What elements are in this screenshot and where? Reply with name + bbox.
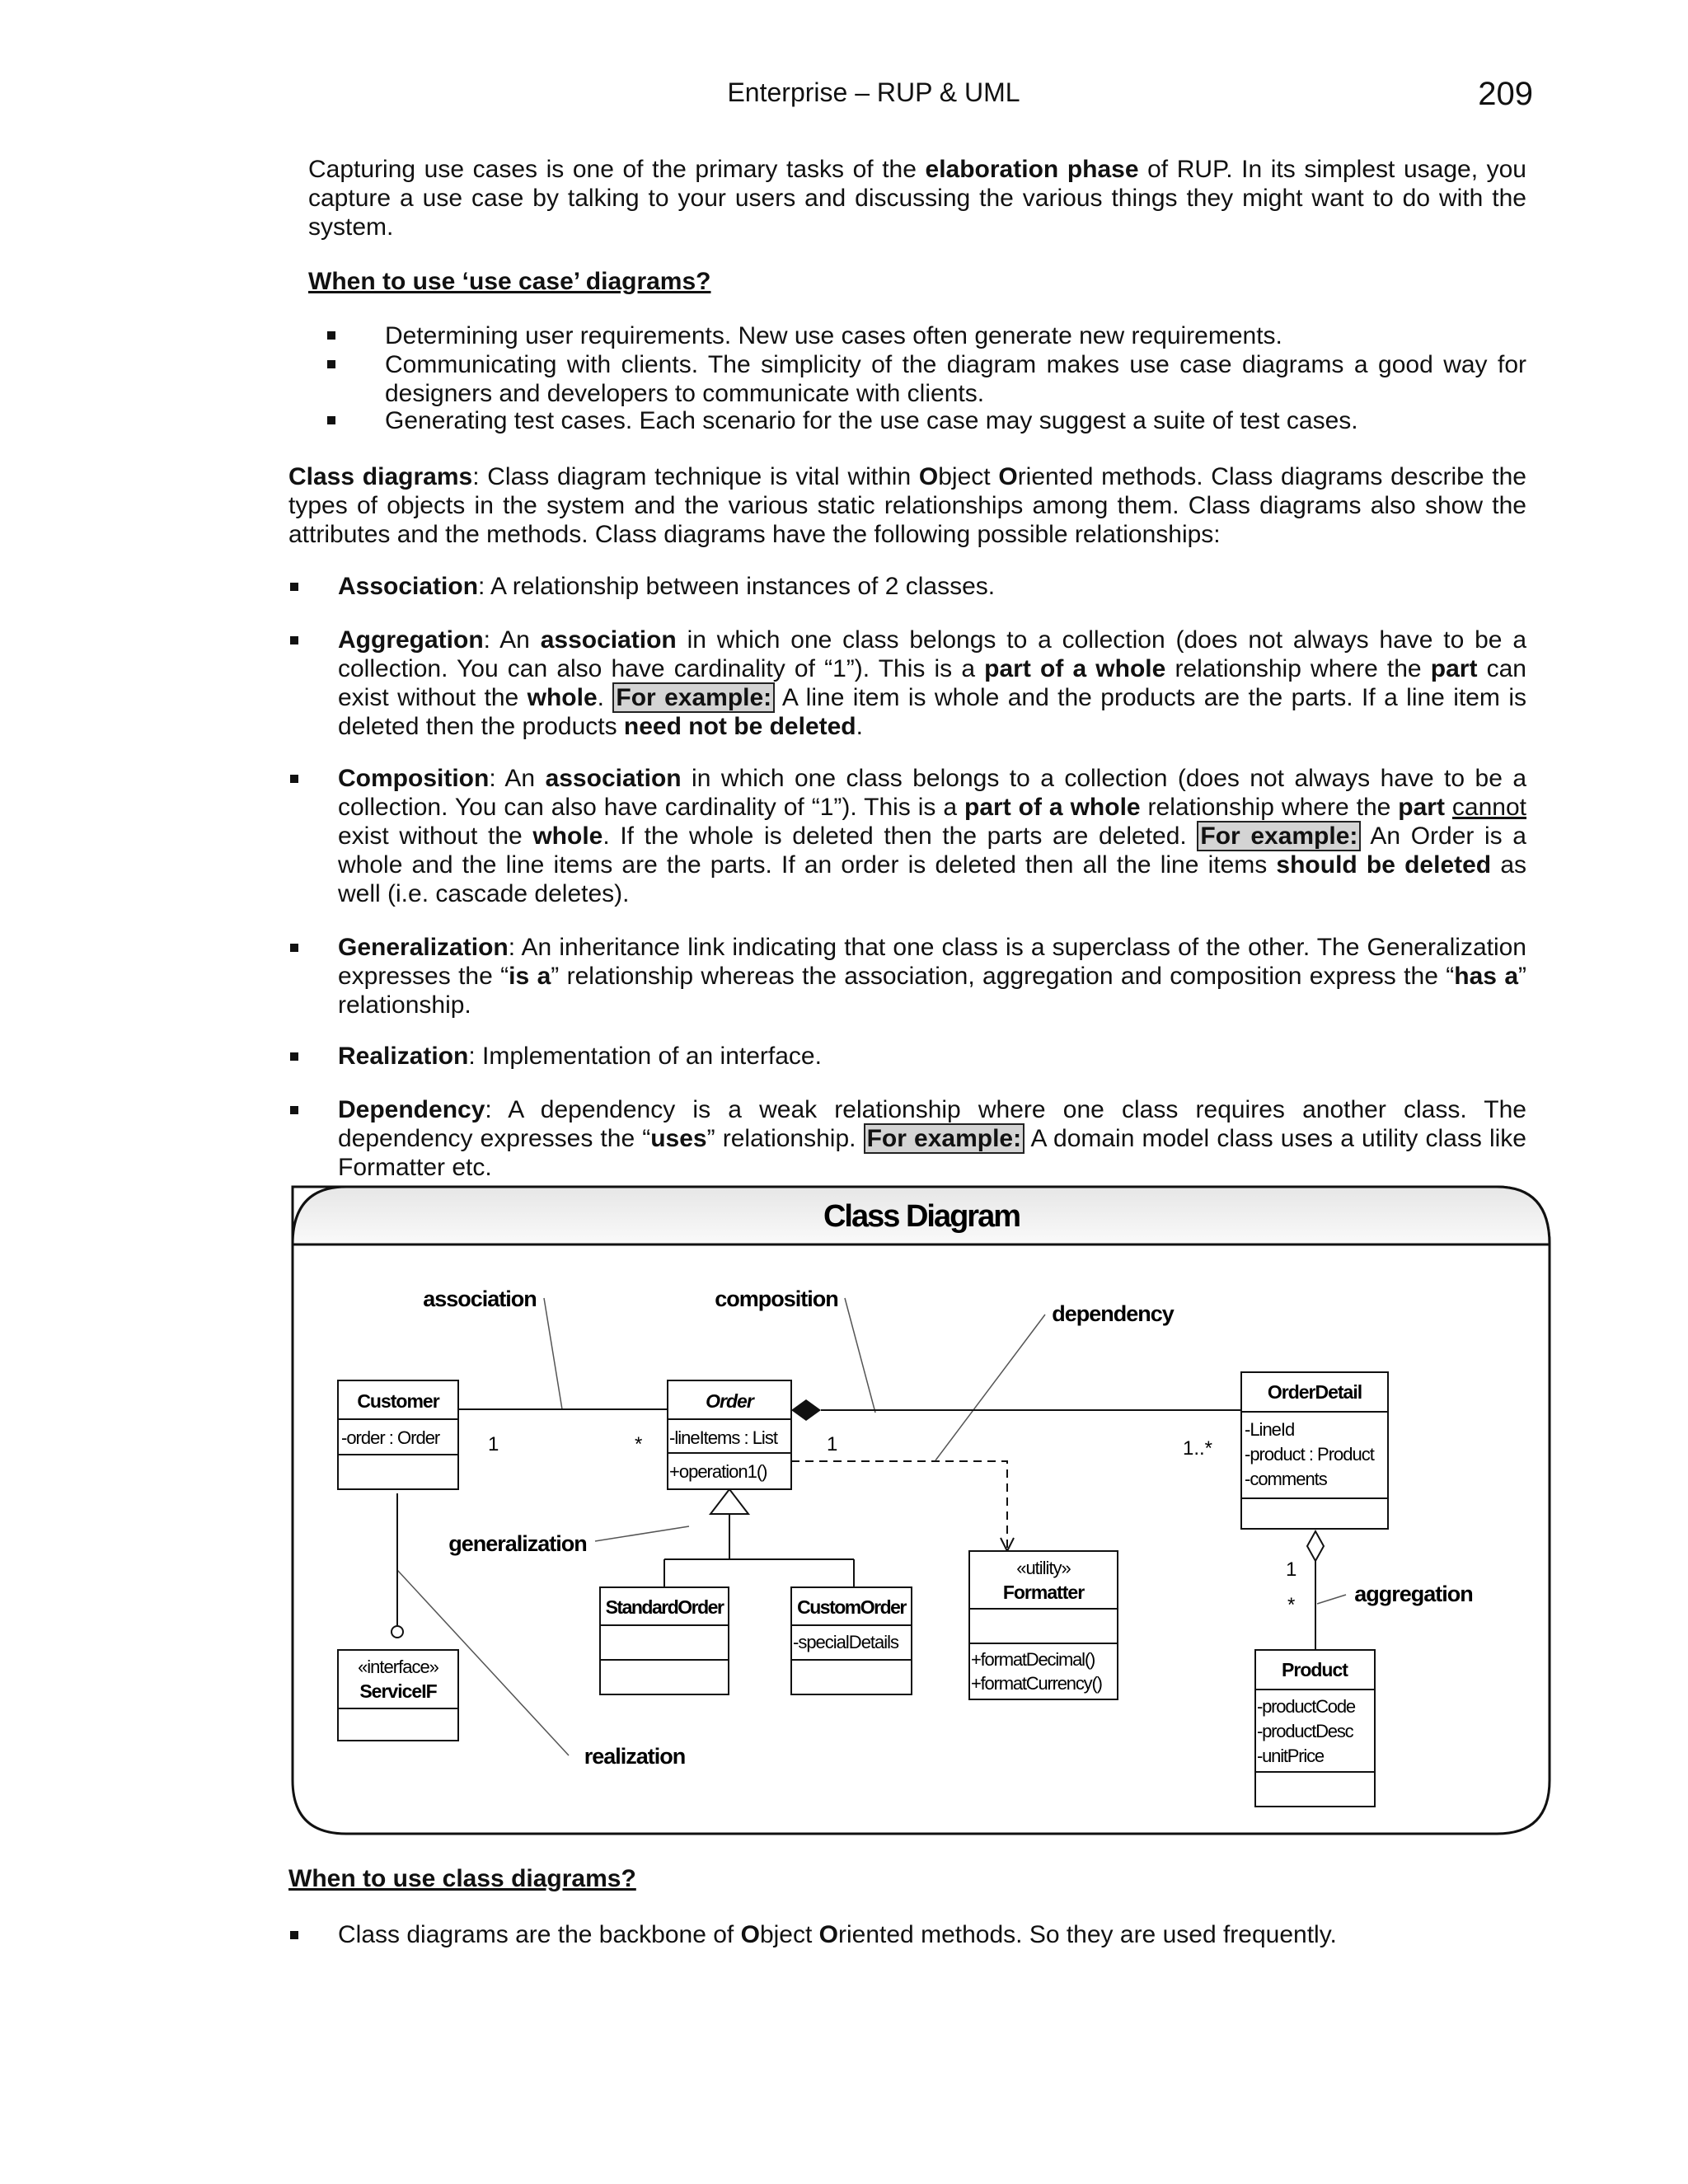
class-operation: +formatCurrency(): [971, 1673, 1102, 1694]
composition-label: composition: [715, 1286, 838, 1311]
class-operation: +formatDecimal(): [971, 1649, 1095, 1670]
page-number: 209: [1478, 76, 1533, 112]
custom-order-class: [791, 1587, 912, 1694]
multiplicity-label: 1: [1286, 1558, 1297, 1581]
aggregation-label: aggregation: [1354, 1582, 1473, 1606]
generalization-item: Generalization: An inheritance link indicating that one class is a superclass of the other. The Generalization expresses the “is a” relationship whereas the association, aggregation and composition express the “has a” relationship.: [338, 934, 1527, 1019]
use-case-item: Generating test cases. Each scenario for the use case may suggest a suite of test cases.: [385, 407, 1358, 434]
example-highlight: For example:: [612, 682, 775, 713]
class-name: Order: [706, 1390, 753, 1412]
use-case-item: Determining user requirements. New use cases often generate new requirements.: [385, 322, 1282, 349]
class-stereotype: «interface»: [358, 1657, 438, 1677]
multiplicity-label: 1: [827, 1433, 838, 1455]
multiplicity-label: 1..*: [1183, 1437, 1213, 1460]
association-item: Association: A relationship between instances of 2 classes.: [338, 573, 996, 600]
class-name: CustomOrder: [797, 1596, 906, 1618]
customer-class: [338, 1380, 458, 1489]
multiplicity-label: *: [1287, 1594, 1296, 1616]
realization-item: Realization: Implementation of an interface.: [338, 1043, 822, 1070]
realization-label: realization: [584, 1744, 686, 1769]
interface-lollipop-icon: [392, 1626, 403, 1638]
class-name: ServiceIF: [359, 1680, 437, 1702]
dependency-label: dependency: [1052, 1301, 1174, 1326]
class-attribute: -LineId: [1245, 1419, 1295, 1440]
class-attribute: -lineItems : List: [669, 1427, 777, 1448]
diagram-title: Class Diagram: [823, 1199, 1020, 1234]
class-name: StandardOrder: [605, 1596, 724, 1618]
product-class: [1255, 1650, 1375, 1807]
multiplicity-label: *: [635, 1433, 643, 1455]
class-diagram-intro: Class diagrams: Class diagram technique is vital within Object Oriented methods. Class diagrams describe the types of objects in the system and the various static relationships among them. Class diagrams also show the attributes and the methods. Class diagrams have the following possible relationships:: [288, 463, 1526, 548]
class-name: Formatter: [1002, 1582, 1085, 1603]
class-use-heading: When to use class diagrams?: [288, 1865, 636, 1892]
example-highlight: For example:: [1197, 821, 1361, 851]
class-attribute: -product : Product: [1245, 1444, 1374, 1465]
class-attribute: -specialDetails: [793, 1632, 899, 1652]
aggregation-item: Aggregation: An association in which one class belongs to a collection (does not always have to be a collection. You can also have cardinality of “1”). This is a part of a whole relationship where the part can exist without the whole. For example: A line item is whole and the products are the parts. If a line item is deleted then the products need not be deleted.: [338, 626, 1526, 740]
multiplicity-label: 1: [488, 1433, 499, 1455]
class-operation: +operation1(): [669, 1461, 767, 1482]
class-attribute: -productCode: [1257, 1696, 1355, 1717]
class-attribute: -order : Order: [341, 1427, 440, 1448]
class-attribute: -unitPrice: [1257, 1746, 1324, 1766]
class-attribute: -comments: [1245, 1469, 1327, 1489]
intro-paragraph: Capturing use cases is one of the primary tasks of the elaboration phase of RUP. In its simplest usage, you capture a use case by talking to your users and discussing the various things they might want to do with the system.: [308, 156, 1526, 241]
dependency-item: Dependency: A dependency is a weak relationship where one class requires another class. The dependency expresses the “uses” relationship. For example: A domain model class uses a utility class like Formatter etc.: [338, 1096, 1526, 1181]
class-use-item: Class diagrams are the backbone of Object Oriented methods. So they are used frequently.: [338, 1921, 1337, 1948]
running-header: Enterprise – RUP & UML: [727, 77, 1020, 107]
example-highlight: For example:: [864, 1123, 1025, 1154]
use-case-heading: When to use ‘use case’ diagrams?: [308, 268, 711, 295]
use-case-item: Communicating with clients. The simplicity of the diagram makes use case diagrams a good way for designers and developers to communicate with clients.: [385, 351, 1526, 407]
class-name: OrderDetail: [1267, 1381, 1362, 1403]
order-detail-class: [1241, 1372, 1388, 1529]
class-attribute: -productDesc: [1257, 1721, 1353, 1741]
standard-order-class: [600, 1587, 729, 1694]
composition-item: Composition: An association in which one class belongs to a collection (does not always have to be a collection. You can also have cardinality of “1”). This is a part of a whole relationship where the part cannot exist without the whole. If the whole is deleted then the parts are deleted. For example: An Order is a whole and the line items are the parts. If an order is deleted then all the line items should be deleted as well (i.e. cascade deletes).: [338, 765, 1527, 907]
class-name: Customer: [357, 1390, 439, 1412]
bullet-icon: [290, 1931, 298, 1939]
class-name: Product: [1282, 1659, 1348, 1680]
class-stereotype: «utility»: [1016, 1558, 1071, 1578]
generalization-label: generalization: [448, 1531, 587, 1556]
service-if-interface: [338, 1650, 458, 1741]
order-class: [668, 1380, 791, 1489]
association-label: association: [423, 1286, 537, 1311]
formatter-class: [969, 1551, 1118, 1699]
